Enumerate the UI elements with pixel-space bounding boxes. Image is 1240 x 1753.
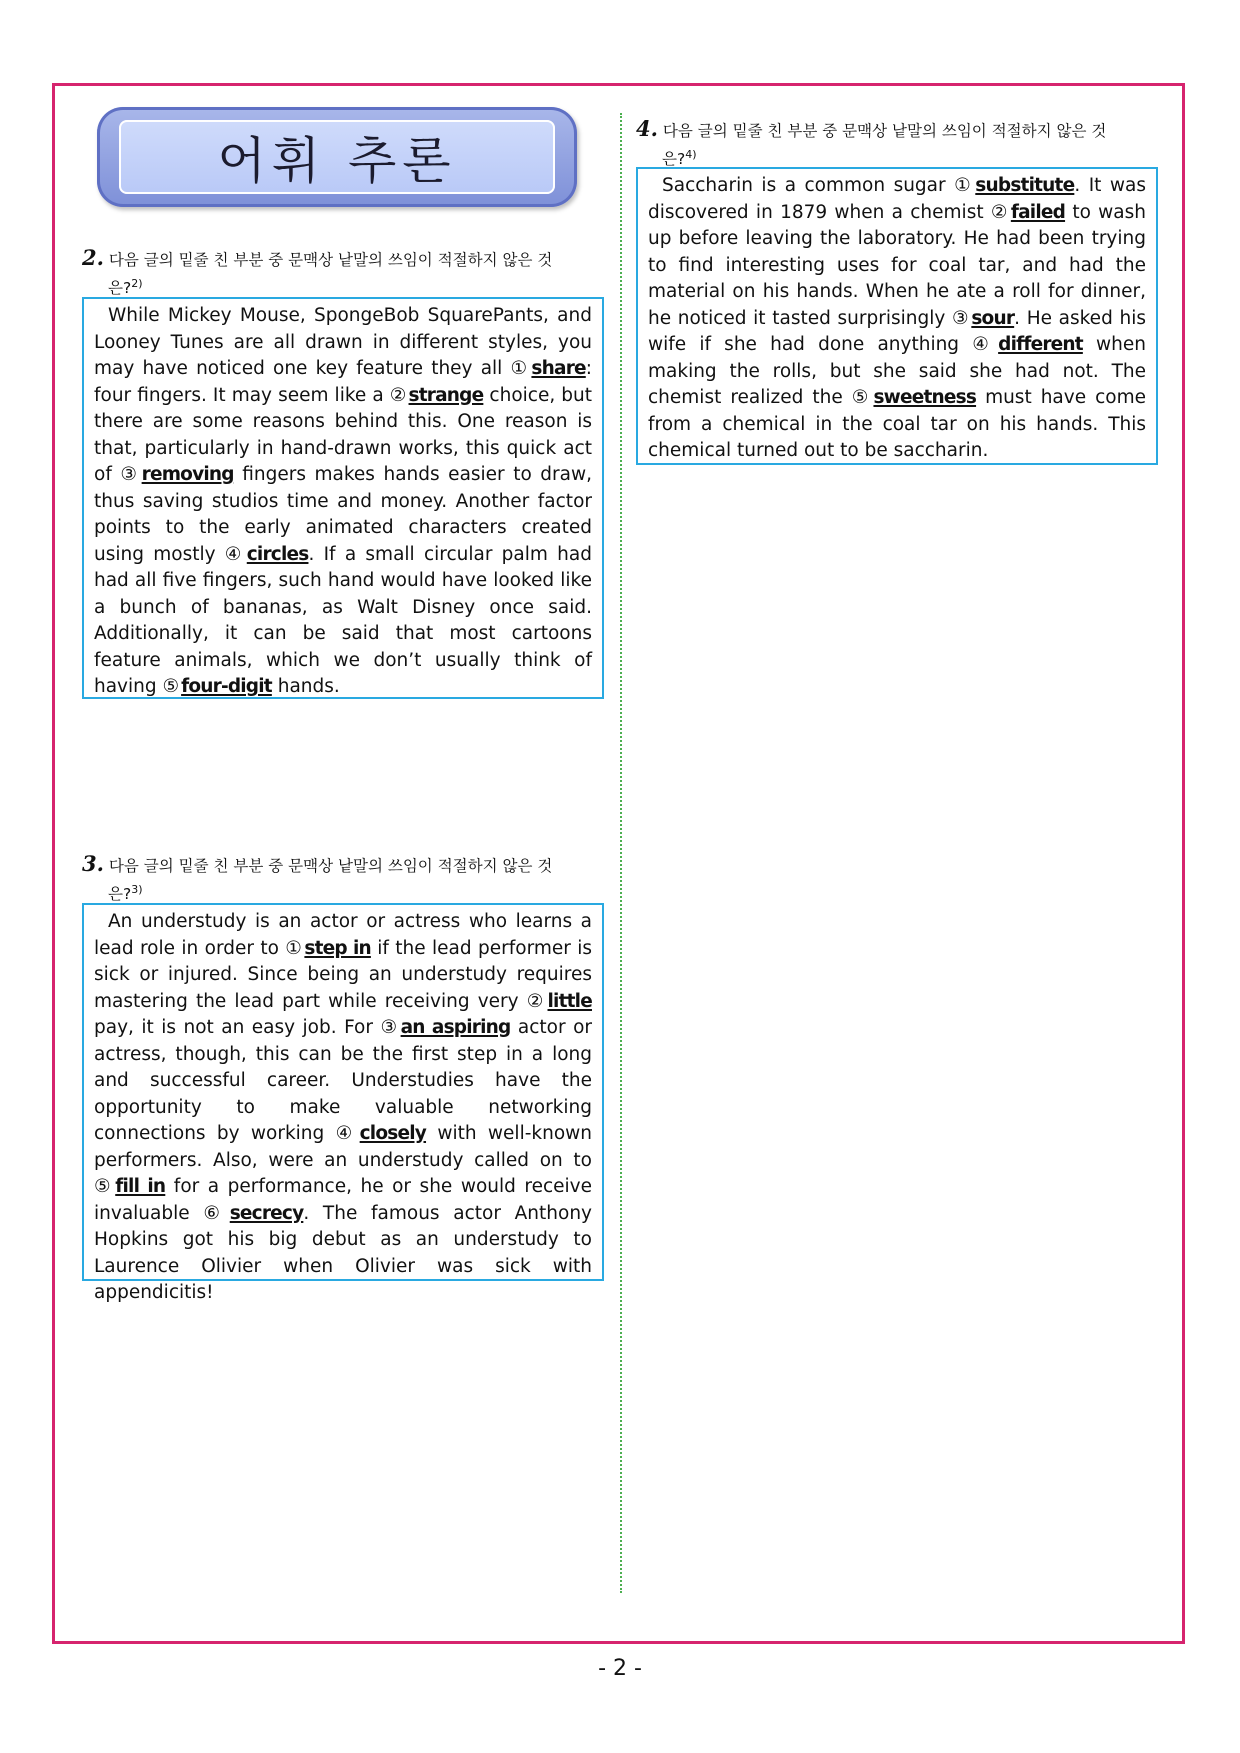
text-segment: to wash up before leaving the laboratory. He had been trying to find interesting uses for coal tar, and had the material on his hands. When he ate a roll for dinner, he noticed it tasted surprisingly — [648, 201, 1147, 329]
text-segment: . He asked his wife if she had done anything — [648, 307, 1146, 355]
choice-marker: ⑥ — [203, 1202, 228, 1224]
question-2-number: 2. — [82, 245, 104, 270]
question-4-footnote: 4) — [685, 148, 697, 161]
underlined-word-1: step in — [304, 937, 371, 959]
section-title-inner — [119, 120, 555, 194]
choice-marker: ⑤ — [162, 676, 180, 697]
choice-marker: ④ — [972, 334, 997, 355]
text-segment: hands. — [271, 676, 340, 697]
underlined-word-3: sour — [971, 307, 1015, 329]
question-2-footnote: 2) — [131, 277, 143, 290]
underlined-word-5: fill in — [115, 1176, 166, 1197]
question-4-prompt-line1: 다음 글의 밑줄 친 부분 중 문맥상 낱말의 쓰임이 적절하지 않은 것 — [662, 122, 1107, 140]
choice-marker: ⑤ — [851, 387, 872, 408]
choice-marker: ① — [954, 175, 974, 196]
underlined-word-3: an aspiring — [400, 1017, 511, 1038]
choice-marker: ① — [285, 937, 303, 959]
question-3-prompt-line1: 다음 글의 밑줄 친 부분 중 문맥상 낱말의 쓰임이 적절하지 않은 것 — [108, 857, 553, 875]
question-3-passage — [82, 903, 604, 1303]
question-2-prompt-line1: 다음 글의 밑줄 친 부분 중 문맥상 낱말의 쓰임이 적절하지 않은 것 — [108, 251, 553, 269]
text-segment: pay, it is not an easy job. For — [94, 1017, 381, 1038]
underlined-word-4: circles — [246, 543, 309, 565]
text-segment: . It was discovered in 1879 when a chemist — [648, 175, 1146, 223]
choice-marker: ③ — [951, 307, 970, 329]
text-segment: : four fingers. It may seem like a — [94, 358, 592, 406]
page-number: - 2 - — [598, 1656, 642, 1681]
underlined-word-2: strange — [408, 384, 484, 406]
underlined-word-3: removing — [141, 464, 234, 485]
question-3-prompt — [82, 852, 602, 906]
text-segment: if the lead performer is sick or injured. Since being an understudy requires mastering the lead part while receiving very — [94, 937, 593, 1012]
choice-marker: ② — [389, 384, 407, 406]
choice-marker: ① — [510, 358, 530, 379]
text-segment: when making the rolls, but she said she had not. The chemist realized the — [648, 334, 1146, 408]
text-segment: must have come from a chemical in the coal tar on his hands. This chemical turned out to be saccharin. — [648, 387, 1146, 461]
question-2-passage — [82, 297, 604, 699]
question-4-passage — [636, 167, 1158, 465]
text-segment: An understudy is an actor or actress who learns a lead role in order to — [94, 911, 592, 959]
text-segment: actor or actress, though, this can be the first step in a long and successful career. Understudies have the opportunity to make valuable networking connections by working — [94, 1017, 592, 1144]
choice-marker: ③ — [380, 1017, 399, 1038]
question-4-prompt-line2: 은? — [662, 150, 686, 169]
text-segment: . The famous actor Anthony Hopkins got his big debut as an understudy to Laurence Olivier when Olivier was sick with appendicitis! — [94, 1202, 592, 1303]
text-segment: Saccharin is a common sugar — [662, 175, 955, 196]
question-2-prompt-line2: 은? — [108, 279, 132, 298]
question-3-passage-text — [94, 909, 592, 1307]
choice-marker: ③ — [120, 464, 140, 485]
text-segment: . If a small circular palm had had all five fingers, such hand would have looked like a bunch of bananas, as Walt Disney once said. Additionally, it can be said that most cartoons feature animals, which we don’t usually think of having — [94, 543, 592, 697]
choice-marker: ④ — [335, 1123, 358, 1144]
text-segment: for a performance, he or she would receive invaluable — [94, 1176, 592, 1224]
question-3-number: 3. — [82, 851, 104, 876]
text-segment: with well-known performers. Also, were an understudy called on to — [94, 1123, 593, 1171]
underlined-word-5: four-digit — [181, 676, 272, 697]
section-title-banner — [97, 107, 577, 207]
choice-marker: ② — [990, 201, 1009, 223]
choice-marker: ② — [526, 990, 546, 1012]
text-segment: While Mickey Mouse, SpongeBob SquarePants, and Looney Tunes are all drawn in different styles, you may have noticed one key feature they all — [94, 305, 592, 379]
choice-marker: ⑤ — [94, 1176, 114, 1197]
underlined-word-6: secrecy — [229, 1202, 304, 1224]
underlined-word-4: different — [998, 334, 1083, 355]
underlined-word-2: little — [547, 990, 592, 1012]
question-3-footnote: 3) — [131, 883, 143, 896]
question-4-number: 4. — [636, 116, 658, 141]
underlined-word-4: closely — [359, 1123, 427, 1144]
underlined-word-5: sweetness — [873, 387, 977, 408]
column-divider — [620, 113, 622, 1593]
question-3-prompt-line2: 은? — [108, 885, 132, 904]
choice-marker: ④ — [224, 543, 245, 565]
underlined-word-1: share — [531, 358, 586, 379]
underlined-word-1: substitute — [975, 175, 1075, 196]
text-segment: choice, but there are some reasons behind this. One reason is that, particularly in hand-drawn works, this quick act of — [94, 384, 593, 485]
section-title: 어휘 추론 — [217, 132, 457, 190]
question-2-prompt — [82, 246, 602, 300]
question-4-prompt — [636, 117, 1162, 171]
underlined-word-2: failed — [1010, 201, 1066, 223]
text-segment: fingers makes hands easier to draw, thus saving studios time and money. Another factor points to the early animated characters created using mostly — [94, 464, 593, 565]
question-2-passage-text — [94, 303, 592, 701]
question-4-passage-text — [648, 173, 1146, 465]
